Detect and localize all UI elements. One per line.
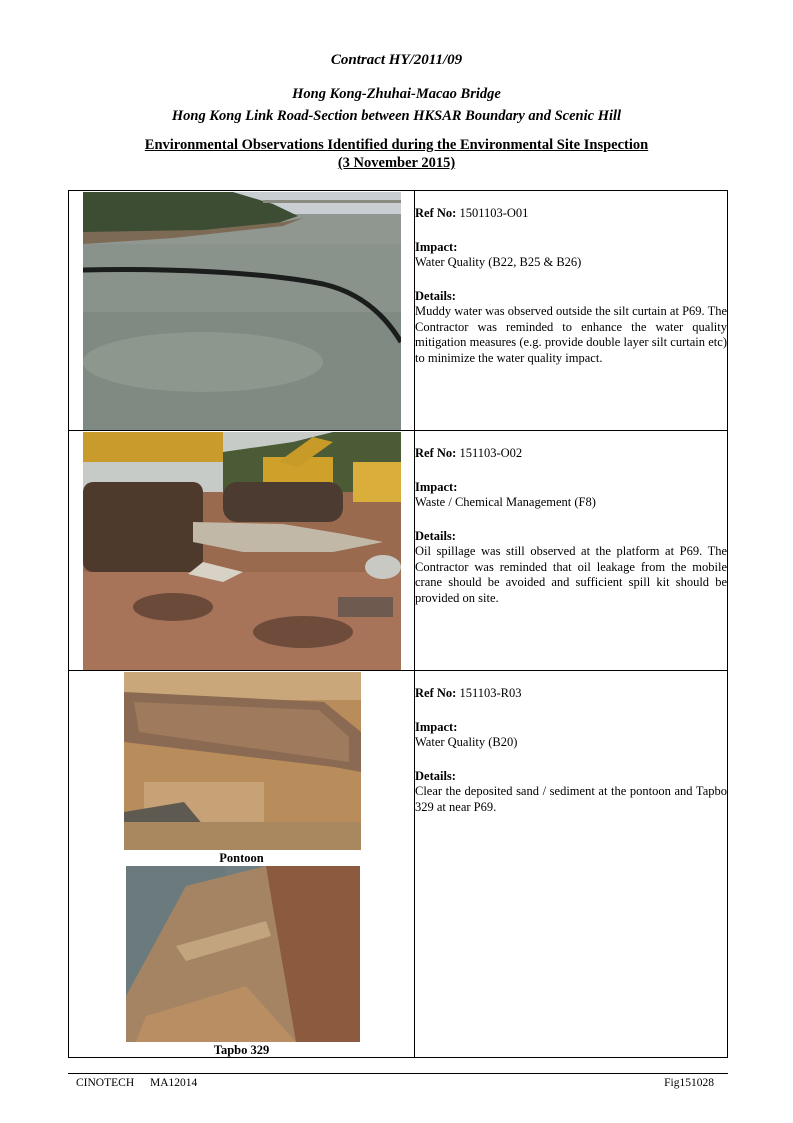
ref-number: 151103-R03 [459,686,522,700]
impact-label: Impact: [415,719,458,734]
observation-row [69,191,728,431]
photo-cell [69,191,415,431]
contract-title: Contract HY/2011/09 [330,52,463,68]
observation-row [69,671,728,1058]
project-title: Hong Kong-Zhuhai-Macao Bridge [292,86,501,102]
photo-tapbo [126,866,360,1042]
ref-label: Ref No: [415,686,457,700]
ref-label: Ref No: [415,206,457,220]
impact-text: Water Quality (B22, B25 & B26) [415,255,582,269]
impact-label: Impact: [415,479,458,494]
observations-table [68,190,728,1058]
details-label: Details: [415,768,456,783]
inspection-date: (3 November 2015) [337,155,456,171]
ref-number: 1501103-O01 [459,206,529,220]
details-cell [415,191,728,431]
details-cell [415,431,728,671]
impact-text: Water Quality (B20) [415,735,518,749]
impact-text: Waste / Chemical Management (F8) [415,495,596,509]
ref-line [415,446,727,462]
details-text: Muddy water was observed outside the silt curtain at P69. The Contractor was reminded to enhance the water quality mitigation measures (e.g. provide double layer silt curtain etc) to minimize the water quality impact. [415,304,727,365]
caption-tapbo: Tapbo 329 [213,1043,270,1057]
details-label: Details: [415,288,456,303]
footer-figure: Fig151028 [664,1077,714,1089]
photo-pontoon [124,672,361,850]
photo-cell [69,671,415,1058]
observation-row [69,431,728,671]
ref-number: 151103-O02 [459,446,523,460]
photo-cell [69,431,415,671]
impact-label: Impact: [415,239,458,254]
ref-line [415,686,727,702]
document-title: Environmental Observations Identified during the Environmental Site Inspection [144,137,649,153]
photo-silt-curtain [83,192,401,430]
ref-line [415,206,727,222]
details-cell [415,671,728,1058]
photo-oil-spillage [83,432,401,670]
section-title: Hong Kong Link Road-Section between HKSAR Boundary and Scenic Hill [171,108,622,124]
caption-pontoon: Pontoon [219,851,264,865]
details-text: Clear the deposited sand / sediment at the pontoon and Tapbo 329 at near P69. [415,784,727,814]
details-text: Oil spillage was still observed at the platform at P69. The Contractor was reminded that oil leakage from the mobile crane should be avoided and sufficient spill kit should be provided on site. [415,544,727,605]
footer-divider [68,1073,728,1074]
details-label: Details: [415,528,456,543]
ref-label: Ref No: [415,446,457,460]
footer-ref: MA12014 [150,1077,198,1089]
footer-company: CINOTECH [76,1077,135,1089]
